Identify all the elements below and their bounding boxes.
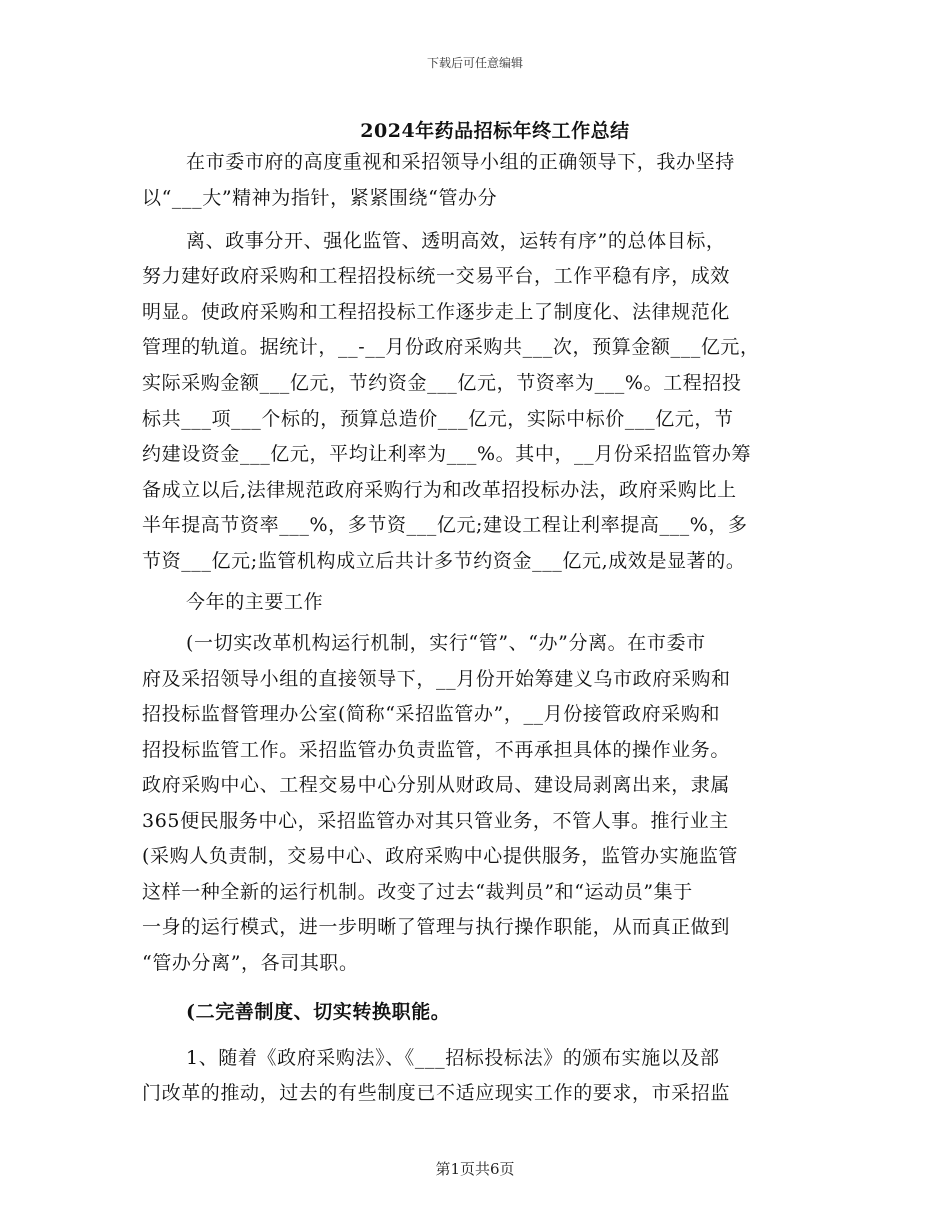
- paragraph-line: 府及采招领导小组的直接领导下，__月份开始筹建义乌市政府采购和: [142, 668, 731, 690]
- paragraph-line: “管办分离”，各司其职。: [142, 952, 359, 974]
- document-title: 2024年药品招标年终工作总结: [360, 120, 630, 142]
- paragraph-line: 明显。使政府采购和工程招投标工作逐步走上了制度化、法律规范化: [142, 301, 731, 323]
- header-note: 下载后可任意编辑: [426, 56, 523, 70]
- paragraph-line: 半年提高节资率___%，多节资___亿元;建设工程让利率提高___%，多: [142, 514, 748, 536]
- paragraph-line: 招投标监督管理办公室(简称“采招监管办”，__月份接管政府采购和: [142, 703, 721, 725]
- paragraph-line: 这样一种全新的运行机制。改变了过去“裁判员”和“运动员”集于: [142, 881, 693, 903]
- paragraph-line: 实际采购金额___亿元，节约资金___亿元，节资率为___%。工程招投: [142, 372, 742, 394]
- paragraph-line: 努力建好政府采购和工程招投标统一交易平台，工作平稳有序，成效: [142, 265, 731, 287]
- paragraph-line: (一切实改革机构运行机制，实行“管”、“办”分离。在市委市: [186, 632, 706, 654]
- paragraph-line: (采购人负责制，交易中心、政府采购中心提供服务，监管办实施监管: [142, 845, 739, 867]
- paragraph-line: 365便民服务中心，采招监管办对其只管业务，不管人事。推行业主: [142, 810, 729, 832]
- paragraph-line: 在市委市府的高度重视和采招领导小组的正确领导下，我办坚持: [186, 151, 735, 173]
- paragraph-line: 招投标监管工作。采招监管办负责监管，不再承担具体的操作业务。: [142, 739, 731, 761]
- section-heading: (二完善制度、切实转换职能。: [186, 1001, 451, 1023]
- paragraph-line: 以“___大”精神为指针，紧紧围绕“管办分: [142, 187, 498, 209]
- page-footer: 第1页共6页: [435, 1160, 515, 1178]
- paragraph-line: 管理的轨道。据统计，__-__月份政府采购共___次，预算金额___亿元，: [142, 336, 760, 358]
- paragraph-line: 1、随着《政府采购法》、《___招标投标法》的颁布实施以及部: [186, 1047, 720, 1069]
- paragraph-line: 离、政事分开、强化监管、透明高效，运转有序”的总体目标，: [186, 230, 726, 252]
- paragraph-line: 政府采购中心、工程交易中心分别从财政局、建设局剥离出来，隶属: [142, 774, 731, 796]
- paragraph-line: 备成立以后,法律规范政府采购行为和改革招投标办法，政府采购比上: [142, 479, 737, 501]
- paragraph-line: 约建设资金___亿元，平均让利率为___%。其中，__月份采招监管办筹: [142, 443, 752, 465]
- paragraph-line: 标共___项___个标的，预算总造价___亿元，实际中标价___亿元，节: [142, 408, 734, 430]
- section-heading: 今年的主要工作: [186, 591, 324, 613]
- paragraph-line: 节资___亿元;监管机构成立后共计多节约资金___亿元,成效是显著的。: [142, 550, 746, 572]
- paragraph-line: 一身的运行模式，进一步明晰了管理与执行操作职能，从而真正做到: [142, 916, 731, 938]
- paragraph-line: 门改革的推动，过去的有些制度已不适应现实工作的要求，市采招监: [142, 1082, 731, 1104]
